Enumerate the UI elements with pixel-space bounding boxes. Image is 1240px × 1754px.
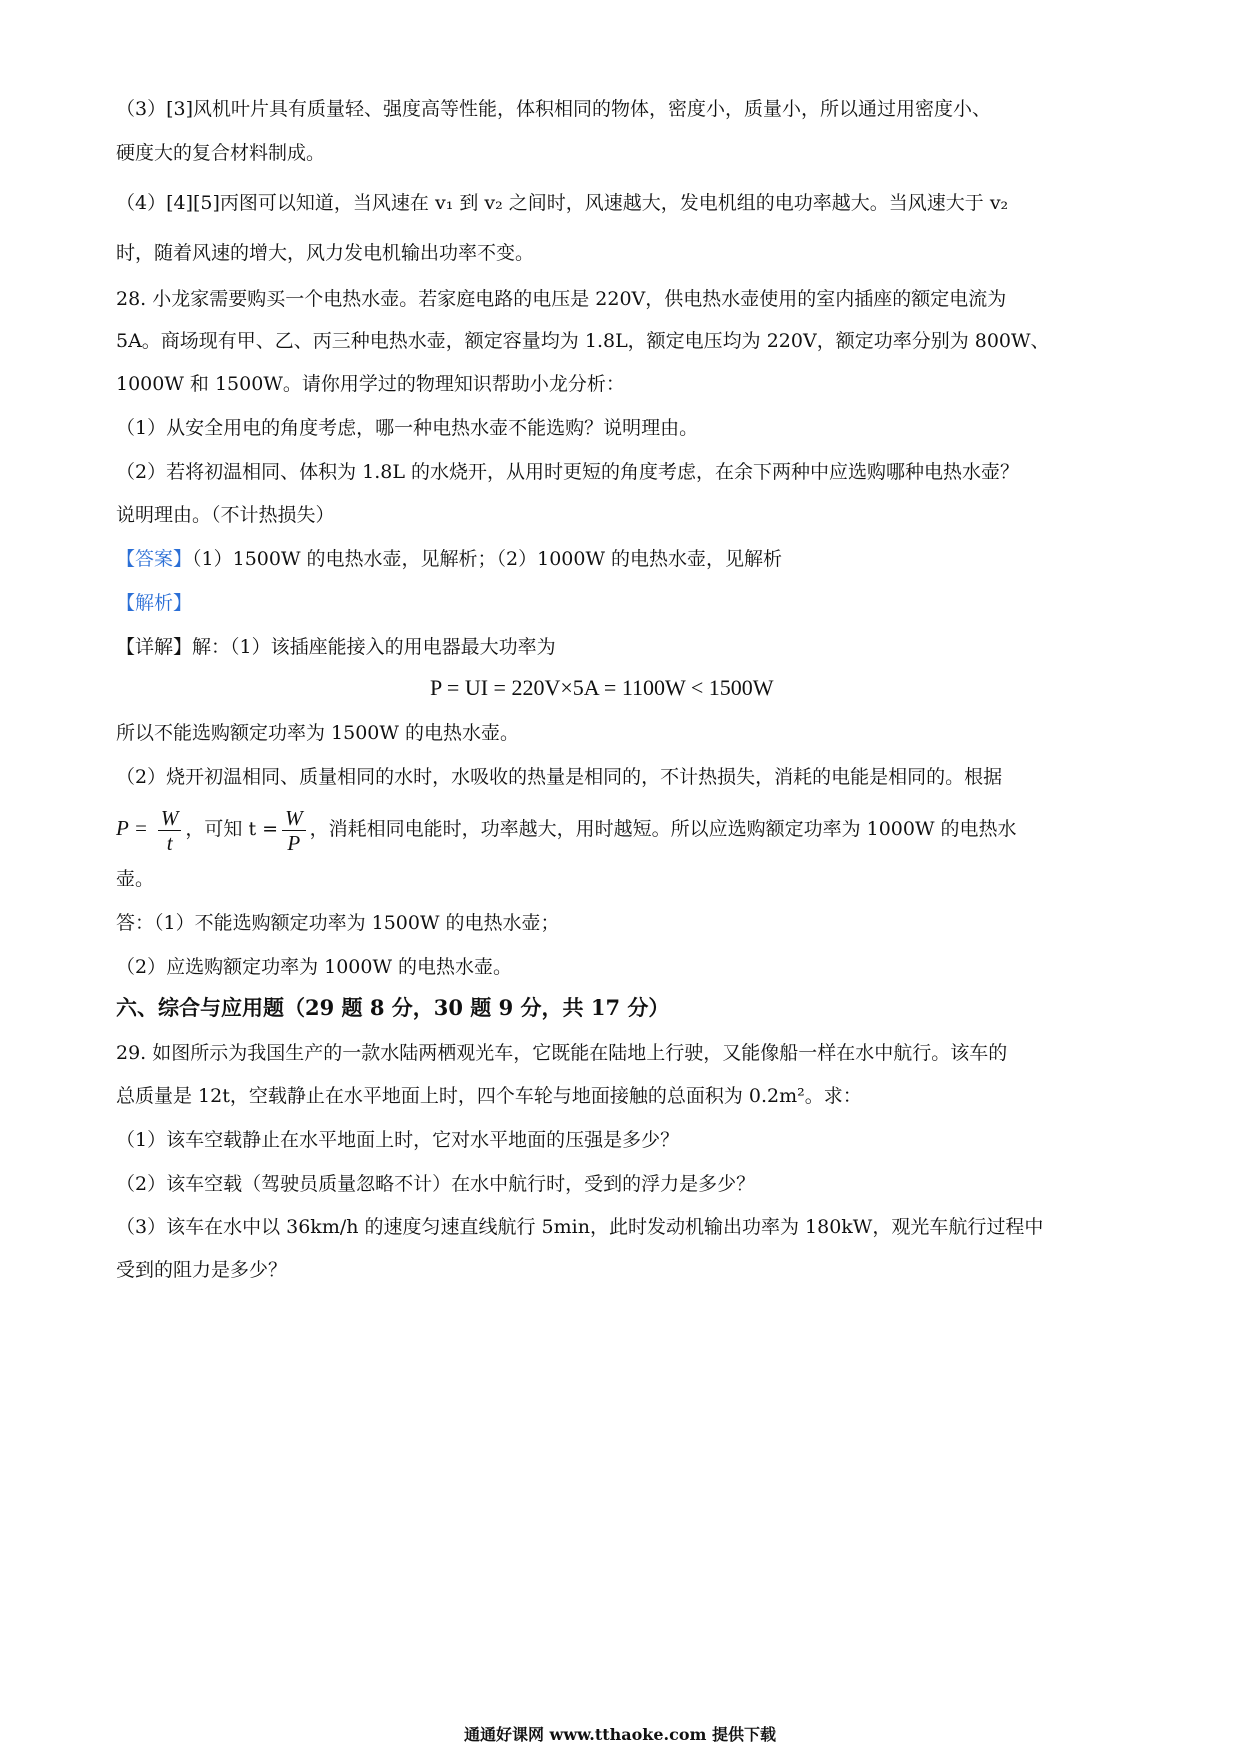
fraction-denominator: P	[287, 830, 301, 855]
text-line: 说明理由。（不计热损失）	[116, 504, 335, 526]
text-line: （4）[4][5]丙图可以知道，当风速在 v₁ 到 v₂ 之间时，风速越大，发电机组的电功率越大。当风速大于 v₂	[116, 192, 1009, 214]
fraction-numerator: W	[158, 806, 182, 831]
text-line: 总质量是 12t，空载静止在水平地面上时，四个车轮与地面接触的总面积为 0.2m²。求：	[116, 1085, 862, 1107]
text-line: 硬度大的复合材料制成。	[116, 142, 326, 164]
fraction-numerator: W	[282, 806, 306, 831]
text-line: 5A。商场现有甲、乙、丙三种电热水壶，额定容量均为 1.8L，额定电压均为 220V，额定功率分别为 800W、	[116, 330, 1050, 352]
text-line: 所以不能选购额定功率为 1500W 的电热水壶。	[116, 722, 519, 744]
text-line: 【详解】解：（1）该插座能接入的用电器最大功率为	[116, 636, 556, 658]
fraction-denominator: t	[166, 830, 173, 855]
text-line: （2）应选购额定功率为 1000W 的电热水壶。	[116, 956, 513, 978]
text-line: 时，随着风速的增大，风力发电机输出功率不变。	[116, 242, 535, 264]
page-footer: 通通好课网 www.tthaoke.com 提供下载	[463, 1725, 777, 1744]
fraction-line	[116, 800, 1017, 860]
power-formula: P = UI = 220V×5A = 1100W < 1500W	[430, 675, 774, 700]
answer-tag: 【答案】	[116, 548, 193, 570]
text-line: （2）若将初温相同、体积为 1.8L 的水烧开，从用时更短的角度考虑，在余下两种中应选购哪种电热水壶？	[116, 461, 1020, 483]
section-heading: 六、综合与应用题（29 题 8 分，30 题 9 分，共 17 分）	[116, 995, 670, 1020]
question-29-line: 29. 如图所示为我国生产的一款水陆两栖观光车，它既能在陆地上行驶，又能像船一样在水中航行。该车的	[116, 1042, 1008, 1064]
answer-line	[116, 546, 782, 572]
analysis-tag: 【解析】	[116, 592, 193, 614]
formula-rest-text: ，消耗相同电能时，功率越大，用时越短。所以应选购额定功率为 1000W 的电热水	[309, 818, 1017, 840]
text-line: 1000W 和 1500W。请你用学过的物理知识帮助小龙分析：	[116, 373, 625, 395]
fraction-w-over-p	[282, 806, 306, 855]
text-line: 答：（1）不能选购额定功率为 1500W 的电热水壶；	[116, 912, 560, 934]
text-line: （3）该车在水中以 36km/h 的速度匀速直线航行 5min，此时发动机输出功率为 180kW，观光车航行过程中	[116, 1216, 1044, 1238]
text-line: 壶。	[116, 868, 155, 890]
formula-middle-text: ，可知 t =	[185, 818, 279, 840]
text-line: （2）烧开初温相同、质量相同的水时，水吸收的热量是相同的，不计热损失，消耗的电能是相同的。根据	[116, 766, 1003, 788]
formula-p-label: P =	[116, 816, 148, 840]
fraction-w-over-t	[158, 806, 182, 855]
text-line: 受到的阻力是多少？	[116, 1259, 288, 1281]
answer-text: （1）1500W 的电热水壶，见解析；（2）1000W 的电热水壶，见解析	[192, 548, 783, 570]
text-line: （1）该车空载静止在水平地面上时，它对水平地面的压强是多少？	[116, 1129, 680, 1151]
text-line: （3）[3]风机叶片具有质量轻、强度高等性能，体积相同的物体，密度小，质量小，所以通过用密度小、	[116, 98, 992, 120]
text-line: （2）该车空载（驾驶员质量忽略不计）在水中航行时，受到的浮力是多少？	[116, 1173, 756, 1195]
question-28-line: 28. 小龙家需要购买一个电热水壶。若家庭电路的电压是 220V，供电热水壶使用的室内插座的额定电流为	[116, 288, 1007, 310]
text-line: （1）从安全用电的角度考虑，哪一种电热水壶不能选购？说明理由。	[116, 417, 699, 439]
